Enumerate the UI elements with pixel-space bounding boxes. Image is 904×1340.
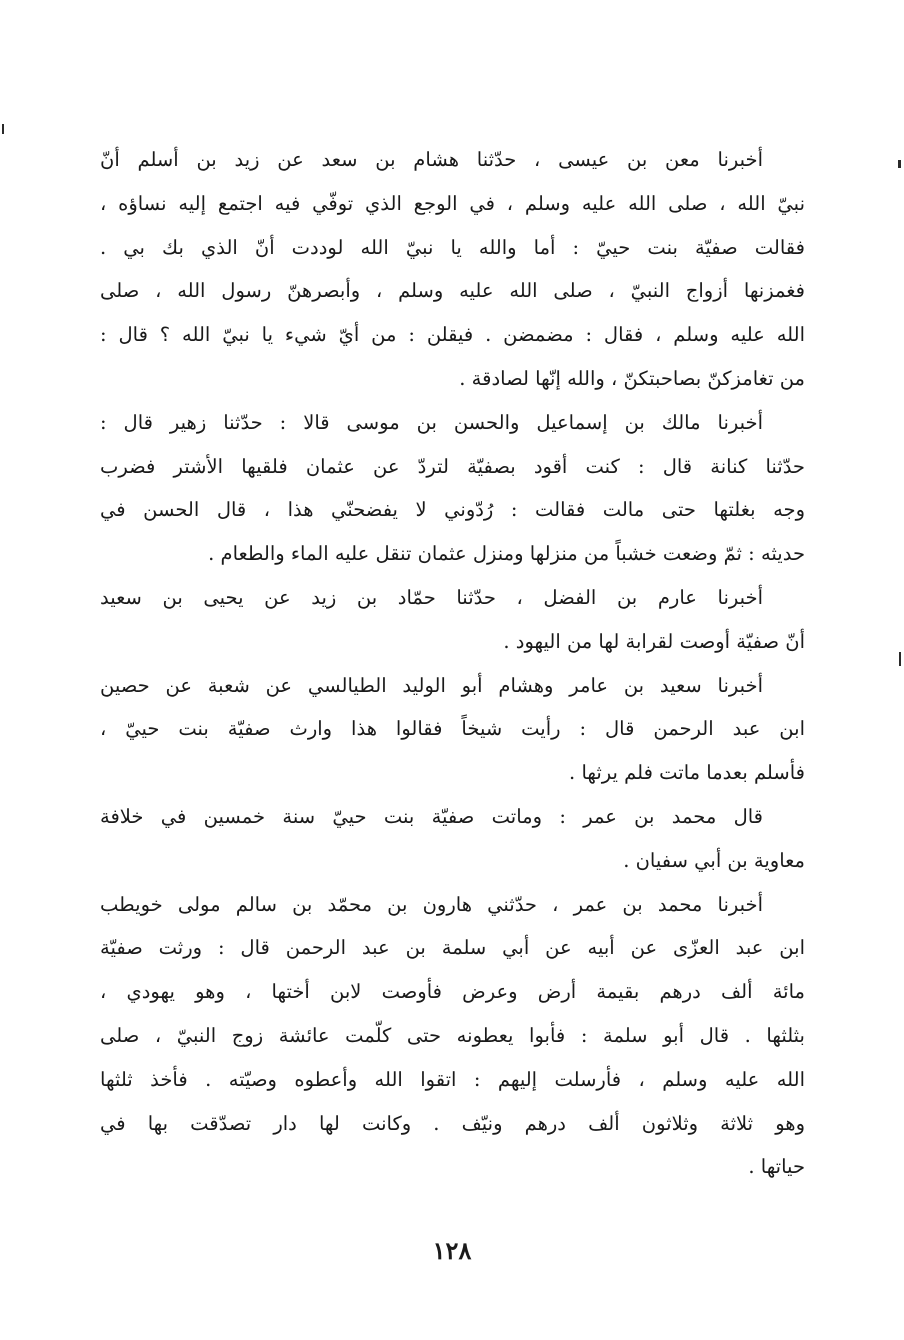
text-line: ابن عبد العزّى عن أبيه عن أبي سلمة بن عبد الرحمن قال : ورثت صفيّة	[100, 936, 805, 960]
text-line: ابن عبد الرحمن قال : رأيت شيخاً فقالوا هذا وارث صفيّة بنت حييّ ،	[100, 717, 805, 741]
paragraph	[100, 883, 805, 1190]
text-line: أنّ صفيّة أوصت لقرابة لها من اليهود .	[503, 629, 805, 653]
paragraph	[100, 795, 805, 883]
text-line: فغمزنها أزواج النبيّ ، صلى الله عليه وسلم ، وأبصرهنّ رسول الله ، صلى	[100, 279, 805, 303]
main-text	[100, 138, 805, 1189]
text-line: أخبرنا محمد بن عمر ، حدّثني هارون بن محمّد بن سالم مولى خويطب	[100, 892, 763, 916]
text-line: أخبرنا معن بن عيسى ، حدّثنا هشام بن سعد عن زيد بن أسلم أنّ	[100, 148, 763, 171]
text-line: معاوية بن أبي سفيان .	[623, 848, 805, 872]
text-line: بثلثها . قال أبو سلمة : فأبوا يعطونه حتى كلّمت عائشة زوج النبيّ ، صلى	[100, 1023, 805, 1047]
text-line: أخبرنا عارم بن الفضل ، حدّثنا حمّاد بن زيد عن يحيى بن سعيد	[100, 585, 763, 609]
paragraph	[100, 664, 805, 795]
text-line: فأسلم بعدما ماتت فلم يرثها .	[569, 761, 805, 785]
text-line: وهو ثلاثة وثلاثون ألف درهم ونيّف . وكانت لها دار تصدّقت بها في	[100, 1111, 805, 1135]
margin-mark-top	[898, 160, 901, 168]
page-number: ١٢٨	[432, 1236, 472, 1265]
text-line: حياتها .	[748, 1155, 805, 1179]
text-line: أخبرنا سعيد بن عامر وهشام أبو الوليد الطيالسي عن شعبة عن حصين	[100, 673, 763, 697]
text-line: الله عليه وسلم ، فأرسلت إليهم : اتقوا الله وأعطوه وصيّته . فأخذ ثلثها	[100, 1067, 805, 1091]
paragraph	[100, 401, 805, 576]
text-line: حديثه : ثمّ وضعت خشباً من منزلها ومنزل عثمان تنقل عليه الماء والطعام .	[208, 542, 805, 566]
text-line: مائة ألف درهم بقيمة أرض وعرض فأوصت لابن أختها ، وهو يهودي ،	[100, 980, 805, 1004]
paragraph	[100, 138, 805, 401]
margin-mark-left	[2, 124, 4, 134]
text-line: نبيّ الله ، صلى الله عليه وسلم ، في الوجع الذي توفّي فيه اجتمع إليه نساؤه ،	[100, 191, 805, 215]
text-line: قال محمد بن عمر : وماتت صفيّة بنت حييّ سنة خمسين في خلافة	[100, 804, 763, 828]
paragraph	[100, 576, 805, 664]
text-line: الله عليه وسلم ، فقال : مضمضن . فيقلن : من أيّ شيء يا نبيّ الله ؟ قال :	[100, 323, 805, 347]
text-line: فقالت صفيّة بنت حييّ : أما والله يا نبيّ الله لوددت أنّ الذي بك بي .	[100, 235, 805, 259]
margin-mark-middle	[899, 652, 901, 666]
text-line: أخبرنا مالك بن إسماعيل والحسن بن موسى قالا : حدّثنا زهير قال :	[100, 410, 763, 434]
text-line: وجه بغلتها حتى مالت فقالت : رُدّوني لا يفضحنّي هذا ، قال الحسن في	[100, 498, 805, 522]
text-line: حدّثنا كنانة قال : كنت أقود بصفيّة لتردّ عن عثمان فلقيها الأشتر فضرب	[100, 454, 805, 478]
text-line: من تغامزكنّ بصاحبتكنّ ، والله إنّها لصادقة .	[459, 366, 805, 390]
